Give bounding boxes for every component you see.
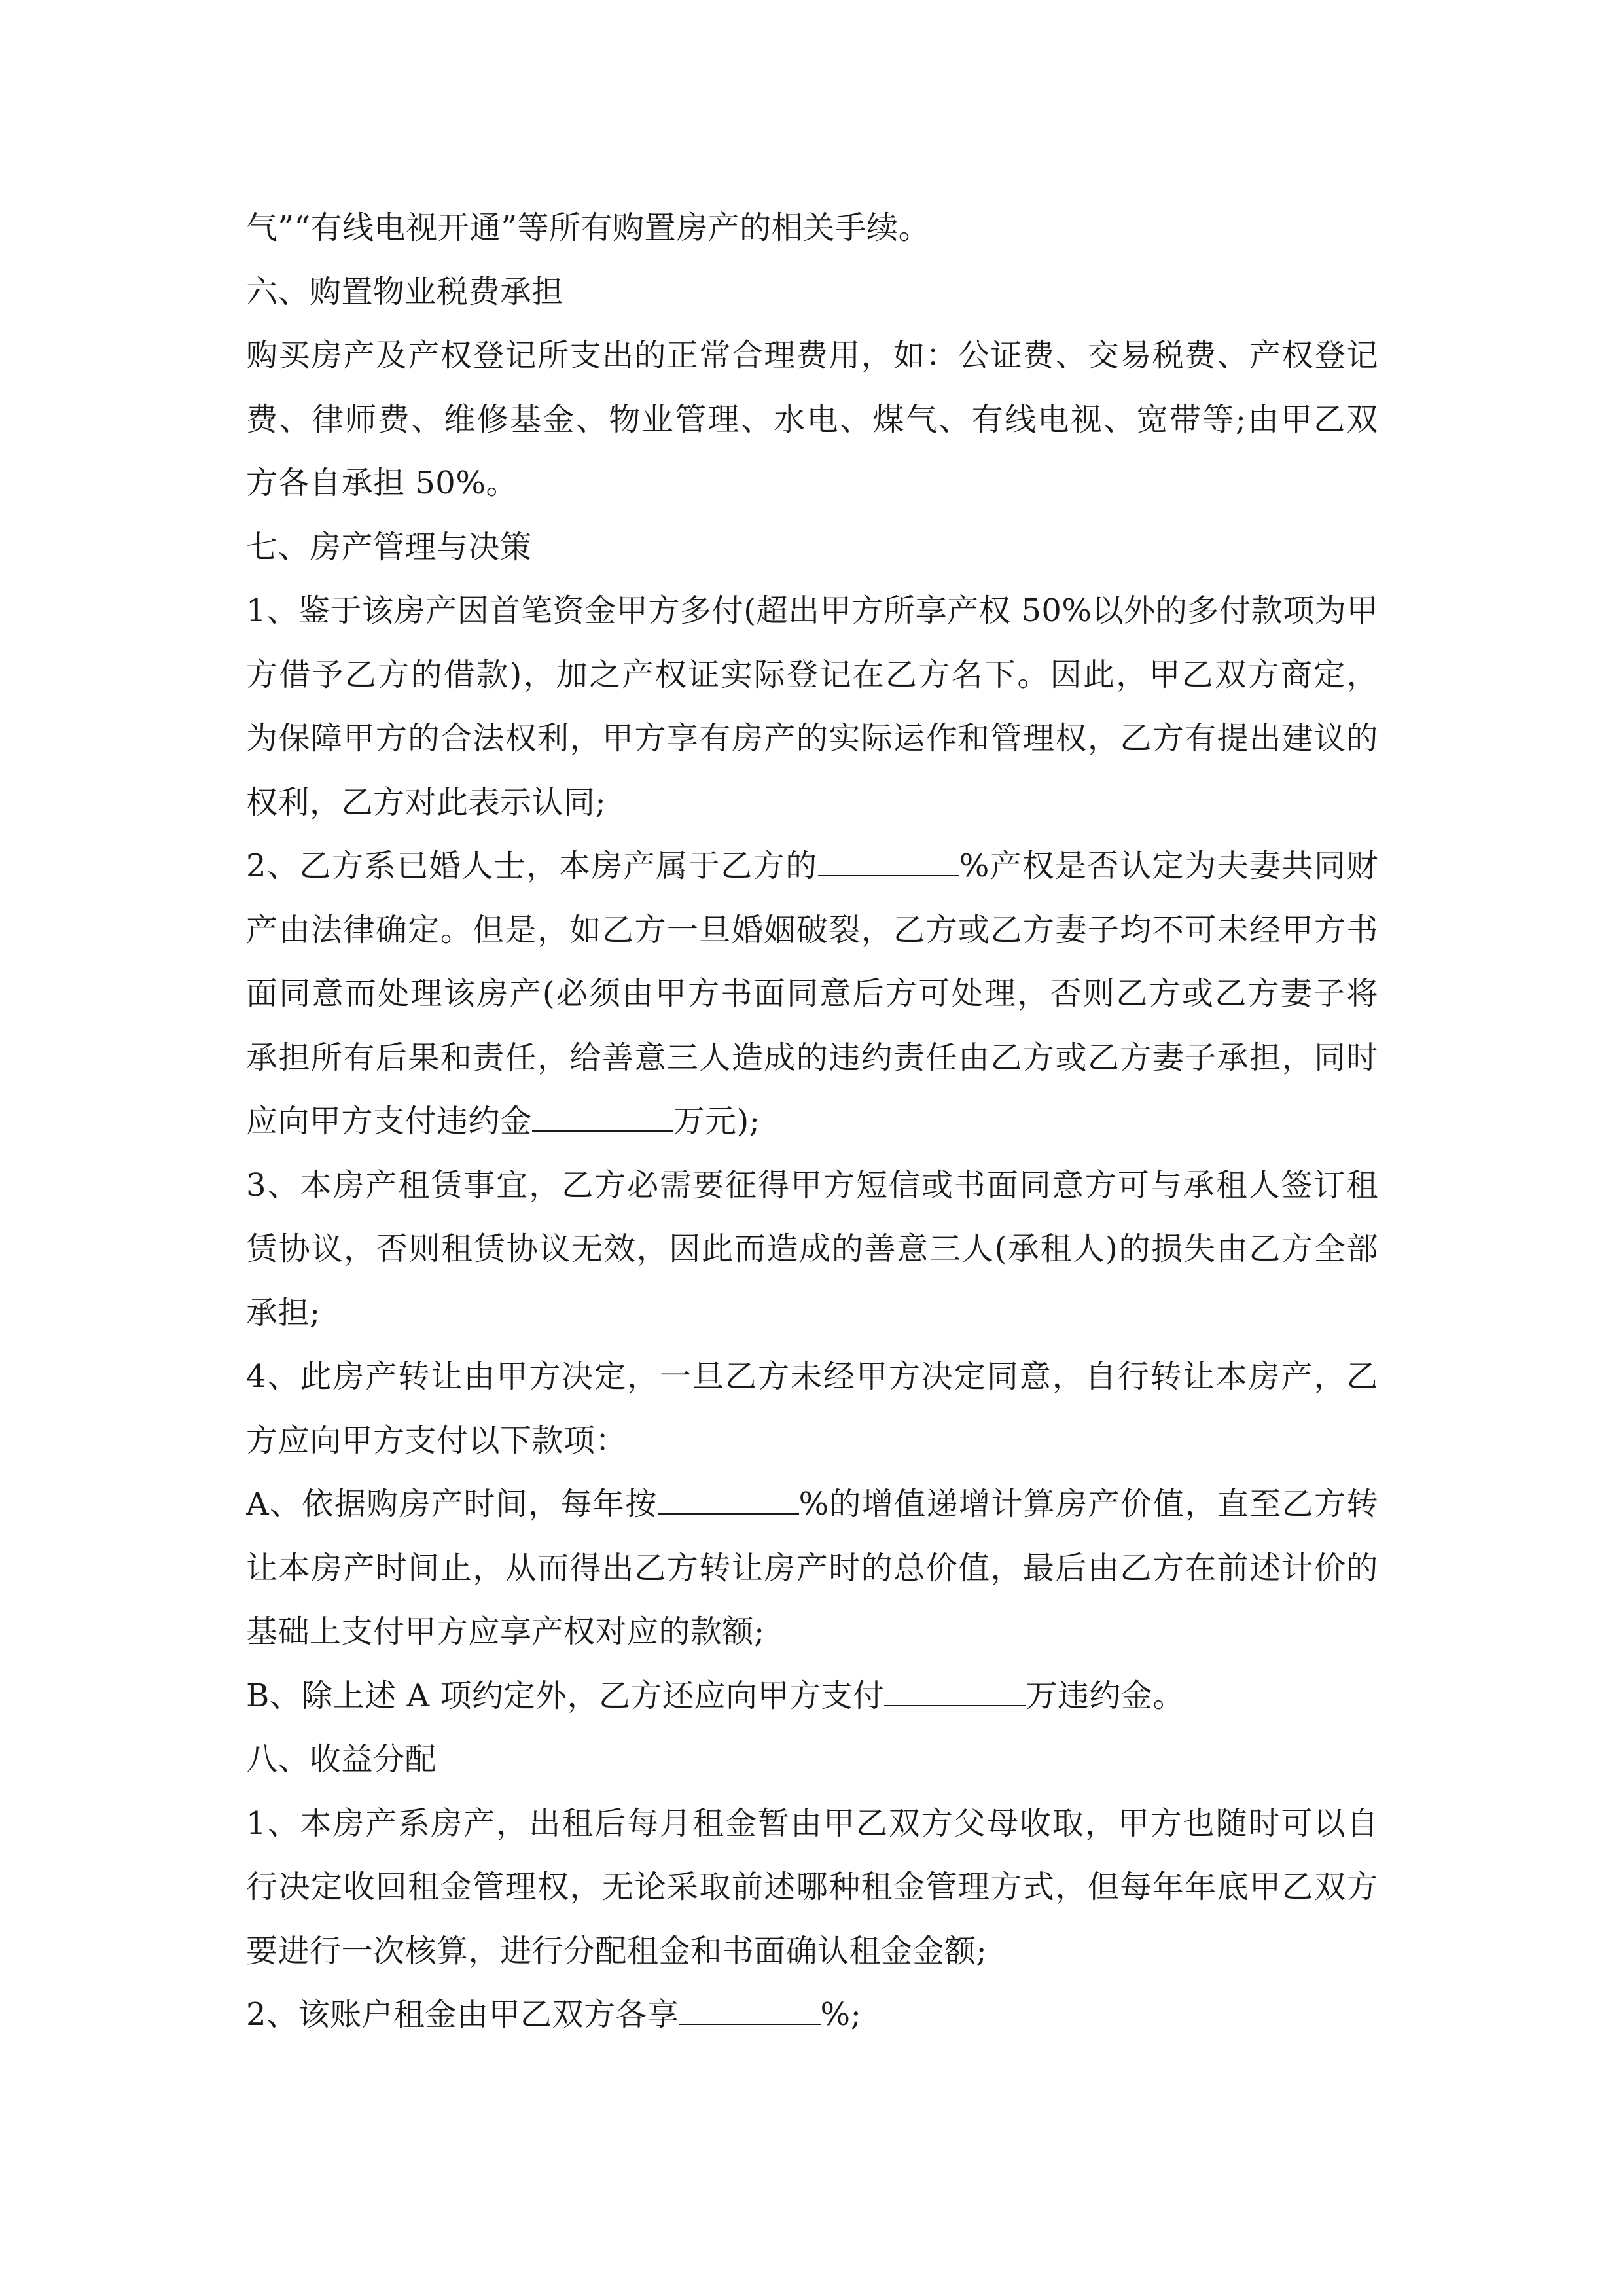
text-line: 要进行一次核算，进行分配租金和书面确认租金金额; <box>246 1932 988 1969</box>
fill-in-blank-appreciation-percent <box>658 1484 799 1515</box>
text-line: 方借予乙方的借款)，加之产权证实际登记在乙方名下。因此，甲乙双方商定， <box>246 656 1378 693</box>
fill-in-blank-rent-share-percent <box>679 1995 821 2025</box>
section-heading-8: 八、收益分配 <box>246 1741 437 1778</box>
section-heading-7: 七、房产管理与决策 <box>246 528 532 565</box>
text-line: 为保障甲方的合法权利，甲方享有房产的实际运作和管理权，乙方有提出建议的 <box>246 720 1378 757</box>
line-text-after-blank: %; <box>820 1996 862 2033</box>
text-line-with-blank <box>246 1664 1378 1729</box>
line-text-before-blank: B、除上述 A 项约定外，乙方还应向甲方支付 <box>246 1677 885 1714</box>
line-text-before-blank: 2、该账户租金由甲乙双方各享 <box>246 1996 679 2033</box>
text-line: 方应向甲方支付以下款项： <box>246 1422 628 1459</box>
text-line: 方各自承担 50%。 <box>246 465 518 501</box>
text-line: 承担; <box>246 1294 321 1331</box>
line-text-after-blank: 万元); <box>673 1103 760 1139</box>
line-text-before-blank: A、依据购房产时间，每年按 <box>246 1486 658 1522</box>
text-line-with-blank <box>246 834 1378 899</box>
text-line: 3、本房产租赁事宜，乙方必需要征得甲方短信或书面同意方可与承租人签订租 <box>246 1166 1378 1204</box>
line-text-after-blank: %产权是否认定为夫妻共同财 <box>959 848 1378 884</box>
text-line-with-blank <box>246 1090 1378 1154</box>
text-line: 承担所有后果和责任，给善意三人造成的违约责任由乙方或乙方妻子承担，同时 <box>246 1039 1378 1076</box>
text-line: 1、鉴于该房产因首笔资金甲方多付(超出甲方所享产权 50%以外的多付款项为甲 <box>246 592 1378 629</box>
fill-in-blank-property-percent <box>818 846 959 876</box>
text-line-with-blank <box>246 1473 1378 1537</box>
text-line: 4、此房产转让由甲方决定，一旦乙方未经甲方决定同意，自行转让本房产，乙 <box>246 1358 1378 1395</box>
text-line: 基础上支付甲方应享产权对应的款额; <box>246 1613 765 1650</box>
document-body <box>246 196 1378 2047</box>
fill-in-blank-penalty-wan <box>884 1676 1026 1706</box>
line-text-before-blank: 应向甲方支付违约金 <box>246 1103 532 1139</box>
text-line: 面同意而处理该房产(必须由甲方书面同意后方可处理，否则乙方或乙方妻子将 <box>246 975 1378 1012</box>
fill-in-blank-penalty-amount <box>532 1102 673 1132</box>
section-heading-6: 六、购置物业税费承担 <box>246 273 564 310</box>
text-line: 气”“有线电视开通”等所有购置房产的相关手续。 <box>246 209 931 246</box>
line-text-before-blank: 2、乙方系已婚人士，本房产属于乙方的 <box>246 848 818 884</box>
text-line: 费、律师费、维修基金、物业管理、水电、煤气、有线电视、宽带等;由甲乙双 <box>246 401 1378 438</box>
text-line: 行决定收回租金管理权，无论采取前述哪种租金管理方式，但每年年底甲乙双方 <box>246 1869 1378 1905</box>
text-line: 赁协议，否则租赁协议无效，因此而造成的善意三人(承租人)的损失由乙方全部 <box>246 1230 1378 1267</box>
text-line: 产由法律确定。但是，如乙方一旦婚姻破裂，乙方或乙方妻子均不可未经甲方书 <box>246 911 1378 948</box>
text-line: 1、本房产系房产，出租后每月租金暂由甲乙双方父母收取，甲方也随时可以自 <box>246 1804 1378 1842</box>
text-line-with-blank <box>246 1983 1378 2047</box>
text-line: 购买房产及产权登记所支出的正常合理费用，如：公证费、交易税费、产权登记 <box>246 337 1378 374</box>
text-line: 权利，乙方对此表示认同; <box>246 783 607 821</box>
text-line: 让本房产时间止，从而得出乙方转让房产时的总价值，最后由乙方在前述计价的 <box>246 1549 1378 1587</box>
line-text-after-blank: %的增值递增计算房产价值，直至乙方转 <box>798 1486 1378 1522</box>
line-text-after-blank: 万违约金。 <box>1026 1677 1185 1714</box>
